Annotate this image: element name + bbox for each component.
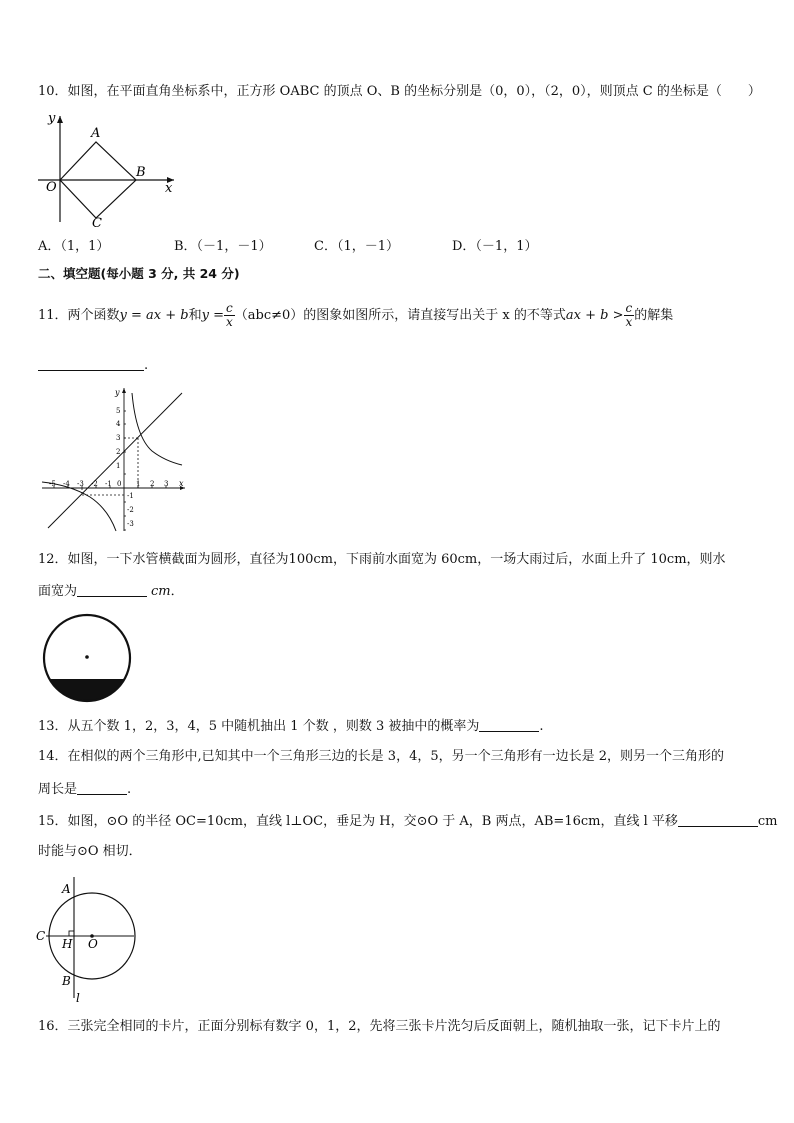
q11-ytick-m1: -1 <box>127 492 134 500</box>
q14-prefix: 周长是 <box>38 782 78 797</box>
q12-line2 <box>38 582 184 601</box>
q11-ytick-m3: -3 <box>127 520 134 528</box>
q10-label-y: y <box>48 111 56 126</box>
q11-xtick-8: 3 <box>164 480 169 488</box>
q11-xtick-1: -4 <box>63 480 70 488</box>
q15-label-H: H <box>62 937 73 951</box>
q12-line1: 12．如图，一下水管横截面为圆形，直径为100cm，下雨前水面宽为 60cm，一场大雨过后，水面上升了 10cm，则水 <box>38 552 726 567</box>
q11-frac2-den: x <box>625 315 633 329</box>
q11-graph <box>40 385 190 533</box>
q12-tail: ． <box>170 584 184 599</box>
q10-option-d: D．（－1，1） <box>452 239 538 254</box>
q11-text <box>38 298 673 334</box>
q11-graph-y-label: y <box>115 388 120 397</box>
q11-frac1-den: x <box>226 315 233 329</box>
q11-answer-blank <box>38 356 144 371</box>
q11-ytick-1: 1 <box>116 462 121 470</box>
q12-answer-blank <box>77 582 147 597</box>
q11-xtick-6: 1 <box>136 480 141 488</box>
q11-fraction-1 <box>224 302 235 329</box>
q11-fraction-2 <box>624 302 635 329</box>
q10-label-O: O <box>46 180 57 195</box>
q15-unit: cm <box>757 814 778 829</box>
q11-ytick-5: 5 <box>116 407 121 415</box>
q11-xtick-4: -1 <box>105 480 112 488</box>
q11-f1: y = ax + b <box>119 308 189 323</box>
q11-part2: 和 <box>188 308 202 323</box>
q11-xtick-7: 2 <box>150 480 155 488</box>
q12-prefix: 面宽为 <box>38 584 78 599</box>
q14-answer-blank <box>77 780 127 795</box>
q11-frac2-num: c <box>624 302 635 316</box>
q15-label-C: C <box>36 929 46 943</box>
q11-graph-x-label: x <box>179 479 184 488</box>
q11-ineq-lhs: ax + b > <box>565 308 624 323</box>
q10-label-x: x <box>165 181 173 196</box>
q11-answer-line <box>38 356 148 375</box>
q16-line1: 16．三张完全相同的卡片，正面分别标有数字 0，1，2，先将三张卡片洗匀后反面朝上，随机抽取一张，记下卡片上的 <box>38 1019 721 1034</box>
q15-label-B: B <box>62 974 71 988</box>
q15-label-A: A <box>62 882 71 896</box>
q11-xtick-0: -5 <box>49 480 56 488</box>
q15-line1 <box>38 812 778 831</box>
q13-text <box>38 717 544 736</box>
q10-label-A: A <box>91 126 101 141</box>
q13-prefix: 13．从五个数 1，2，3，4，5 中随机抽出 1 个数 ，则数 3 被抽中的概率为 <box>38 719 480 734</box>
q11-ytick-2: 2 <box>116 448 121 456</box>
q15-prefix: 15．如图，⊙O 的半径 OC=10cm，直线 l⊥OC，垂足为 H，交⊙O 于 A，B 两点，AB=16cm，直线 l 平移 <box>38 814 678 829</box>
q11-f2-lhs: y = <box>201 308 224 323</box>
q11-tail: . <box>144 358 149 373</box>
q10-option-b: B．（－1，－1） <box>174 239 272 254</box>
q10-figure <box>38 110 188 230</box>
q10-text: 10．如图，在平面直角坐标系中，正方形 OABC 的顶点 O、B 的坐标分别是（0，0），（2，0），则顶点 C 的坐标是（ ） <box>38 84 761 99</box>
q14-line2 <box>38 780 131 799</box>
q15-line2: 时能与⊙O 相切． <box>38 844 142 859</box>
q12-figure <box>42 613 134 705</box>
q15-figure <box>34 875 144 1005</box>
q11-xtick-3: -2 <box>91 480 98 488</box>
q11-part4: 的解集 <box>634 308 674 323</box>
q12-unit: cm <box>151 584 171 599</box>
section2-title: 二、填空题(每小题 3 分, 共 24 分) <box>38 266 240 281</box>
q11-part3: （abc≠0）的图象如图所示，请直接写出关于 x 的不等式 <box>234 308 566 323</box>
q11-xtick-2: -3 <box>77 480 84 488</box>
q11-ytick-3: 3 <box>116 434 121 442</box>
q11-xtick-5: 0 <box>117 480 122 488</box>
q13-tail: . <box>539 719 544 734</box>
q14-tail: . <box>127 782 132 797</box>
q13-answer-blank <box>479 717 539 732</box>
q10-label-B: B <box>136 165 146 180</box>
q14-line1: 14．在相似的两个三角形中,已知其中一个三角形三边的长是 3，4，5，另一个三角形有一边长是 2，则另一个三角形的 <box>38 749 725 764</box>
q11-ytick-4: 4 <box>116 420 121 428</box>
q10-options <box>38 238 758 256</box>
q10-option-c: C．（1，－1） <box>314 239 399 254</box>
q10-label-C: C <box>92 216 102 230</box>
q11-part1: 11．两个函数 <box>38 308 120 323</box>
q11-frac1-num: c <box>224 302 235 316</box>
q15-label-l: l <box>76 991 80 1005</box>
q15-answer-blank <box>678 812 758 827</box>
q10-option-a: A．（1，1） <box>38 239 110 254</box>
q11-ytick-m2: -2 <box>127 506 134 514</box>
q15-label-O: O <box>88 937 98 951</box>
